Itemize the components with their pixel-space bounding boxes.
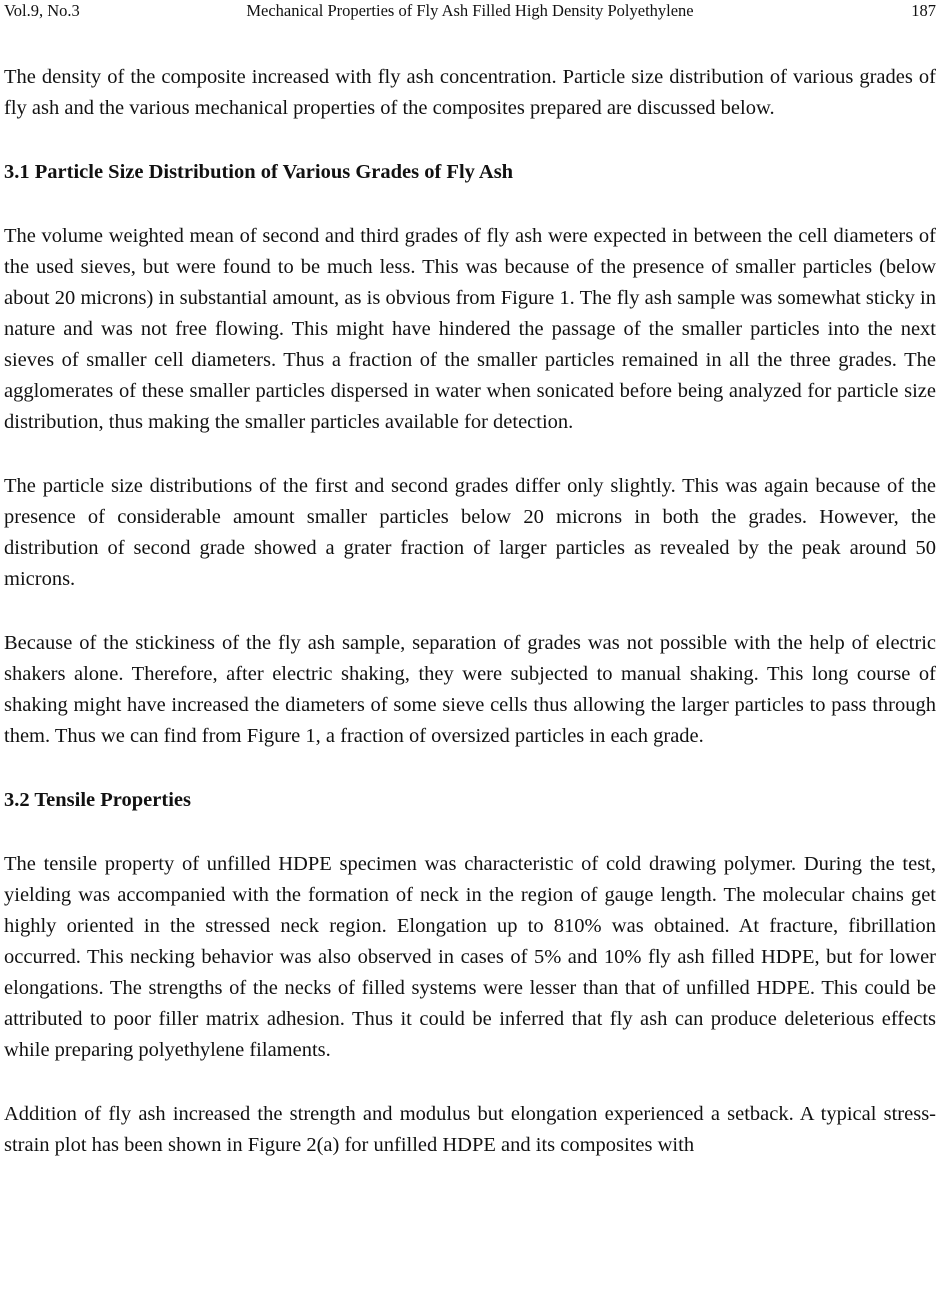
paragraph-grade-distributions: The particle size distributions of the first and second grades differ only slightly. This was again because of the presence of considerable amount smaller particles below 20 microns in both the grades. However, the distribution of second grade showed a grater fraction of larger particles as revealed by the peak around 50 microns. [4,475,936,590]
section-heading-3-1: 3.1 Particle Size Distribution of Various Grades of Fly Ash [4,161,514,183]
page-number: 187 [911,1,936,20]
paragraph-tensile-unfilled: The tensile property of unfilled HDPE specimen was characteristic of cold drawing polymer. During the test, yielding was accompanied with the formation of neck in the region of gauge length. The molecular chains get highly oriented in the stressed neck region. Elongation up to 810% was obtained. At fracture, fibrillation occurred. This necking behavior was also observed in cases of 5% and 10% fly ash filled HDPE, but for lower elongations. The strengths of the necks of filled systems were lesser than that of unfilled HDPE. This could be attributed to poor filler matrix adhesion. Thus it could be inferred that fly ash can produce deleterious effects while preparing polyethylene filaments. [4,853,936,1061]
section-heading-3-2: 3.2 Tensile Properties [4,789,191,811]
page-body [4,62,936,1161]
journal-volume: Vol.9, No.3 [4,1,80,20]
paragraph-volume-weighted-mean: The volume weighted mean of second and third grades of fly ash were expected in between the cell diameters of the used sieves, but were found to be much less. This was because of the presence of smaller particles (below about 20 microns) in substantial amount, as is obvious from Figure 1. The fly ash sample was somewhat sticky in nature and was not free flowing. This might have hindered the passage of the smaller particles into the next sieves of smaller cell diameters. Thus a fraction of the smaller particles remained in all the three grades. The agglomerates of these smaller particles dispersed in water when sonicated before being analyzed for particle size distribution, thus making the smaller particles available for detection. [4,225,936,433]
paragraph-stickiness: Because of the stickiness of the fly ash sample, separation of grades was not possible with the help of electric shakers alone. Therefore, after electric shaking, they were subjected to manual shaking. This long course of shaking might have increased the diameters of some sieve cells thus allowing the larger particles to pass through them. Thus we can find from Figure 1, a fraction of oversized particles in each grade. [4,632,936,747]
paragraph-density: The density of the composite increased with fly ash concentration. Particle size distribution of various grades of fly ash and the various mechanical properties of the composites prepared are discussed below. [4,66,936,119]
paragraph-fly-ash-addition: Addition of fly ash increased the strength and modulus but elongation experienced a setback. A typical stress-strain plot has been shown in Figure 2(a) for unfilled HDPE and its composites with [4,1103,936,1156]
running-title: Mechanical Properties of Fly Ash Filled High Density Polyethylene [246,1,694,20]
running-header [4,0,936,22]
